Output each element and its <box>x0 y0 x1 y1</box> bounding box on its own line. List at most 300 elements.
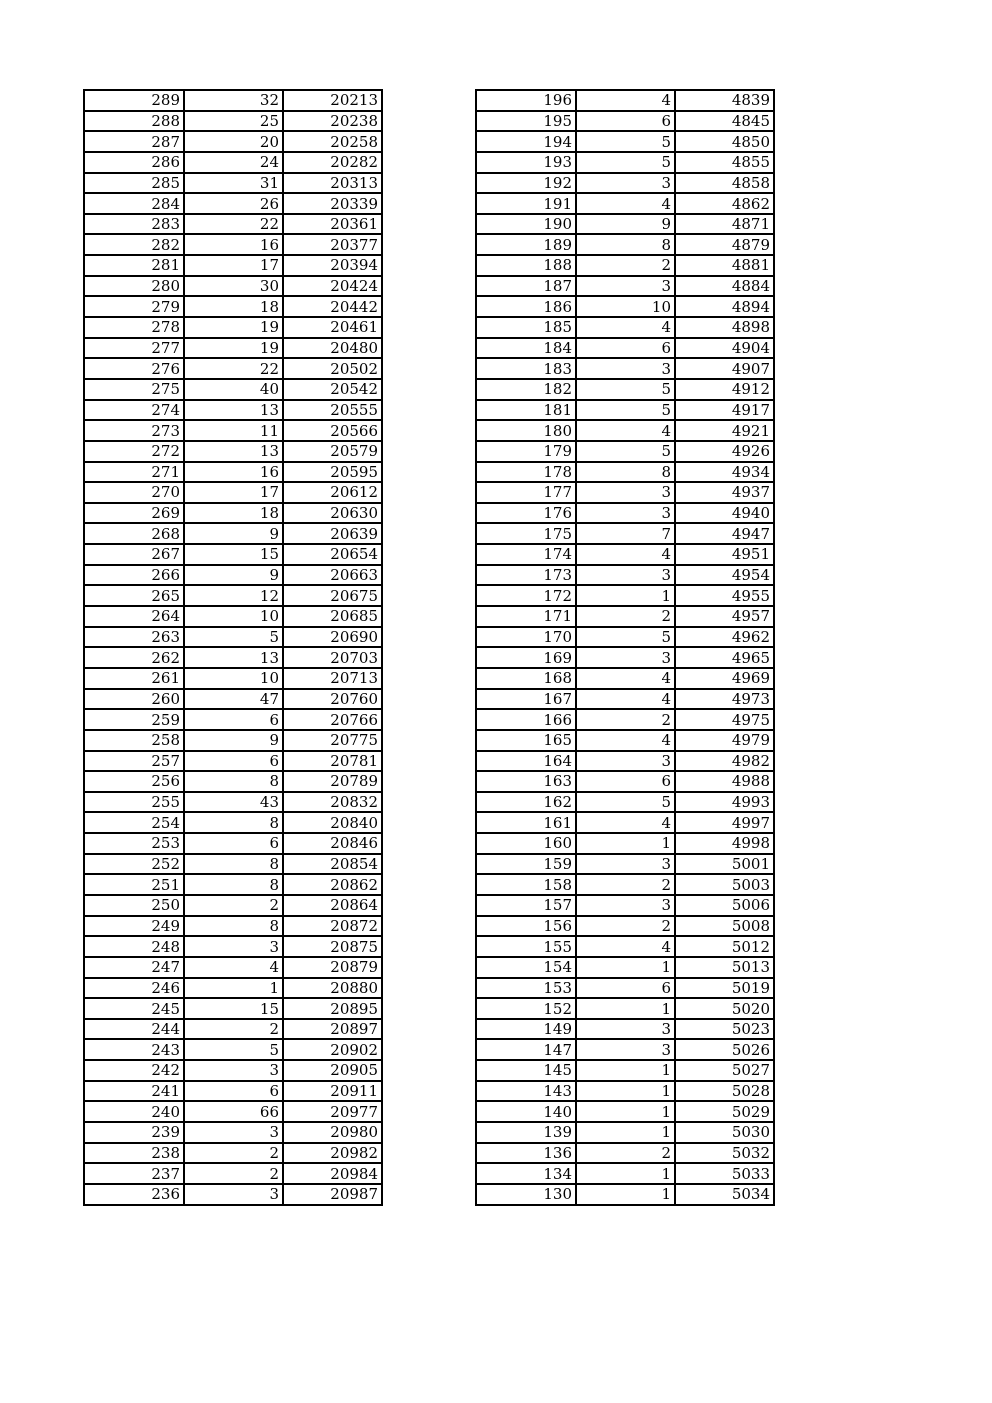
cumulative-cell: 20864 <box>283 895 382 916</box>
cumulative-cell: 5033 <box>675 1163 774 1184</box>
cumulative-cell: 20980 <box>283 1122 382 1143</box>
count-cell: 6 <box>576 771 675 792</box>
count-cell: 2 <box>576 874 675 895</box>
cumulative-cell: 5034 <box>675 1184 774 1205</box>
score-cell: 259 <box>84 709 184 730</box>
cumulative-cell: 20502 <box>283 358 382 379</box>
cumulative-cell: 20675 <box>283 585 382 606</box>
cumulative-cell: 4997 <box>675 812 774 833</box>
count-cell: 3 <box>576 895 675 916</box>
count-cell: 4 <box>576 420 675 441</box>
cumulative-cell: 20313 <box>283 173 382 194</box>
cumulative-cell: 4850 <box>675 131 774 152</box>
table-row <box>84 152 382 173</box>
score-cell: 277 <box>84 338 184 359</box>
cumulative-cell: 20879 <box>283 957 382 978</box>
score-cell: 195 <box>476 111 576 132</box>
cumulative-cell: 5023 <box>675 1019 774 1040</box>
table-row <box>476 90 774 111</box>
table-row <box>84 606 382 627</box>
count-cell: 3 <box>576 854 675 875</box>
score-cell: 166 <box>476 709 576 730</box>
table-row <box>84 916 382 937</box>
cumulative-cell: 4955 <box>675 585 774 606</box>
count-cell: 6 <box>576 111 675 132</box>
count-cell: 3 <box>576 503 675 524</box>
score-cell: 276 <box>84 358 184 379</box>
score-cell: 289 <box>84 90 184 111</box>
score-cell: 252 <box>84 854 184 875</box>
score-cell: 187 <box>476 276 576 297</box>
table-row <box>84 523 382 544</box>
table-row <box>476 751 774 772</box>
table-row <box>476 420 774 441</box>
cumulative-cell: 20880 <box>283 978 382 999</box>
table-row <box>476 606 774 627</box>
table-row <box>84 482 382 503</box>
cumulative-cell: 20984 <box>283 1163 382 1184</box>
count-cell: 9 <box>184 730 283 751</box>
count-cell: 3 <box>576 1019 675 1040</box>
count-cell: 2 <box>184 1019 283 1040</box>
table-row <box>476 234 774 255</box>
table-row <box>84 214 382 235</box>
count-cell: 10 <box>184 668 283 689</box>
score-cell: 256 <box>84 771 184 792</box>
count-cell: 3 <box>576 276 675 297</box>
cumulative-cell: 5001 <box>675 854 774 875</box>
table-row <box>84 441 382 462</box>
table-row <box>476 874 774 895</box>
cumulative-cell: 4979 <box>675 730 774 751</box>
count-cell: 6 <box>184 709 283 730</box>
table-row <box>476 1143 774 1164</box>
cumulative-cell: 20982 <box>283 1143 382 1164</box>
table-row <box>84 812 382 833</box>
score-cell: 253 <box>84 833 184 854</box>
score-cell: 172 <box>476 585 576 606</box>
count-cell: 16 <box>184 462 283 483</box>
table-row <box>476 1163 774 1184</box>
count-cell: 10 <box>184 606 283 627</box>
cumulative-cell: 20555 <box>283 400 382 421</box>
score-cell: 278 <box>84 317 184 338</box>
cumulative-cell: 20630 <box>283 503 382 524</box>
count-cell: 19 <box>184 338 283 359</box>
count-cell: 6 <box>576 978 675 999</box>
score-cell: 267 <box>84 544 184 565</box>
score-cell: 160 <box>476 833 576 854</box>
score-cell: 180 <box>476 420 576 441</box>
score-cell: 134 <box>476 1163 576 1184</box>
score-cell: 264 <box>84 606 184 627</box>
cumulative-cell: 20987 <box>283 1184 382 1205</box>
count-cell: 4 <box>576 936 675 957</box>
cumulative-cell: 20875 <box>283 936 382 957</box>
table-row <box>476 730 774 751</box>
score-cell: 191 <box>476 193 576 214</box>
count-cell: 1 <box>576 957 675 978</box>
table-row <box>84 647 382 668</box>
score-cell: 193 <box>476 152 576 173</box>
cumulative-cell: 5006 <box>675 895 774 916</box>
score-cell: 176 <box>476 503 576 524</box>
count-cell: 6 <box>184 751 283 772</box>
count-cell: 3 <box>576 751 675 772</box>
cumulative-cell: 4898 <box>675 317 774 338</box>
score-cell: 168 <box>476 668 576 689</box>
cumulative-cell: 4975 <box>675 709 774 730</box>
cumulative-cell: 5019 <box>675 978 774 999</box>
count-cell: 5 <box>576 627 675 648</box>
score-cell: 265 <box>84 585 184 606</box>
score-cell: 285 <box>84 173 184 194</box>
score-cell: 283 <box>84 214 184 235</box>
cumulative-cell: 20902 <box>283 1039 382 1060</box>
table-row <box>84 1184 382 1205</box>
score-cell: 236 <box>84 1184 184 1205</box>
table-row <box>84 1163 382 1184</box>
score-cell: 162 <box>476 792 576 813</box>
table-row <box>84 338 382 359</box>
score-cell: 177 <box>476 482 576 503</box>
score-cell: 281 <box>84 255 184 276</box>
table-row <box>84 317 382 338</box>
table-row <box>84 90 382 111</box>
cumulative-cell: 4934 <box>675 462 774 483</box>
count-cell: 5 <box>184 627 283 648</box>
table-row <box>476 1184 774 1205</box>
cumulative-cell: 5020 <box>675 998 774 1019</box>
count-cell: 8 <box>576 462 675 483</box>
cumulative-cell: 4917 <box>675 400 774 421</box>
count-cell: 4 <box>576 193 675 214</box>
count-cell: 24 <box>184 152 283 173</box>
count-cell: 22 <box>184 214 283 235</box>
score-cell: 192 <box>476 173 576 194</box>
table-row <box>84 627 382 648</box>
table-row <box>84 276 382 297</box>
score-cell: 243 <box>84 1039 184 1060</box>
table-row <box>476 173 774 194</box>
table-row <box>84 1019 382 1040</box>
cumulative-cell: 4998 <box>675 833 774 854</box>
score-cell: 194 <box>476 131 576 152</box>
count-cell: 2 <box>184 1163 283 1184</box>
score-cell: 186 <box>476 296 576 317</box>
table-row <box>476 627 774 648</box>
count-cell: 1 <box>576 1184 675 1205</box>
table-row <box>476 152 774 173</box>
score-cell: 238 <box>84 1143 184 1164</box>
table-row <box>476 523 774 544</box>
table-row <box>84 193 382 214</box>
table-row <box>84 400 382 421</box>
cumulative-cell: 4965 <box>675 647 774 668</box>
cumulative-cell: 4973 <box>675 689 774 710</box>
table-row <box>84 668 382 689</box>
table-row <box>476 833 774 854</box>
cumulative-cell: 20654 <box>283 544 382 565</box>
count-cell: 5 <box>576 792 675 813</box>
table-row <box>84 131 382 152</box>
cumulative-cell: 20394 <box>283 255 382 276</box>
cumulative-cell: 20442 <box>283 296 382 317</box>
score-cell: 247 <box>84 957 184 978</box>
count-cell: 1 <box>576 833 675 854</box>
count-cell: 2 <box>576 1143 675 1164</box>
score-cell: 237 <box>84 1163 184 1184</box>
count-cell: 20 <box>184 131 283 152</box>
count-cell: 13 <box>184 647 283 668</box>
score-table-right-body <box>476 90 774 1205</box>
score-cell: 239 <box>84 1122 184 1143</box>
table-row <box>84 730 382 751</box>
count-cell: 1 <box>576 1101 675 1122</box>
score-cell: 159 <box>476 854 576 875</box>
table-row <box>84 544 382 565</box>
score-cell: 181 <box>476 400 576 421</box>
cumulative-cell: 5026 <box>675 1039 774 1060</box>
table-row <box>476 771 774 792</box>
table-row <box>84 936 382 957</box>
cumulative-cell: 5029 <box>675 1101 774 1122</box>
score-cell: 140 <box>476 1101 576 1122</box>
table-row <box>476 503 774 524</box>
cumulative-cell: 20566 <box>283 420 382 441</box>
table-row <box>84 585 382 606</box>
count-cell: 18 <box>184 503 283 524</box>
score-cell: 273 <box>84 420 184 441</box>
cumulative-cell: 4884 <box>675 276 774 297</box>
cumulative-cell: 20713 <box>283 668 382 689</box>
cumulative-cell: 20872 <box>283 916 382 937</box>
table-row <box>84 792 382 813</box>
table-row <box>476 978 774 999</box>
count-cell: 3 <box>576 1039 675 1060</box>
score-cell: 163 <box>476 771 576 792</box>
table-row <box>476 895 774 916</box>
cumulative-cell: 20213 <box>283 90 382 111</box>
cumulative-cell: 4894 <box>675 296 774 317</box>
cumulative-cell: 20639 <box>283 523 382 544</box>
count-cell: 5 <box>576 441 675 462</box>
table-row <box>84 854 382 875</box>
count-cell: 5 <box>576 379 675 400</box>
cumulative-cell: 4937 <box>675 482 774 503</box>
score-cell: 165 <box>476 730 576 751</box>
score-table-left <box>83 89 383 1206</box>
cumulative-cell: 20862 <box>283 874 382 895</box>
cumulative-cell: 20595 <box>283 462 382 483</box>
score-cell: 189 <box>476 234 576 255</box>
count-cell: 4 <box>576 730 675 751</box>
count-cell: 2 <box>576 255 675 276</box>
score-cell: 185 <box>476 317 576 338</box>
count-cell: 11 <box>184 420 283 441</box>
table-row <box>84 1039 382 1060</box>
count-cell: 25 <box>184 111 283 132</box>
table-row <box>84 1101 382 1122</box>
cumulative-cell: 4993 <box>675 792 774 813</box>
count-cell: 4 <box>576 689 675 710</box>
table-row <box>476 544 774 565</box>
score-cell: 288 <box>84 111 184 132</box>
cumulative-cell: 5013 <box>675 957 774 978</box>
cumulative-cell: 20663 <box>283 565 382 586</box>
cumulative-cell: 4858 <box>675 173 774 194</box>
score-cell: 174 <box>476 544 576 565</box>
score-cell: 250 <box>84 895 184 916</box>
table-row <box>476 358 774 379</box>
score-cell: 271 <box>84 462 184 483</box>
score-cell: 275 <box>84 379 184 400</box>
score-cell: 284 <box>84 193 184 214</box>
count-cell: 2 <box>576 606 675 627</box>
table-row <box>84 255 382 276</box>
cumulative-cell: 4839 <box>675 90 774 111</box>
count-cell: 3 <box>576 482 675 503</box>
table-row <box>476 647 774 668</box>
count-cell: 3 <box>184 936 283 957</box>
table-row <box>476 1060 774 1081</box>
table-row <box>84 895 382 916</box>
count-cell: 9 <box>576 214 675 235</box>
cumulative-cell: 5032 <box>675 1143 774 1164</box>
score-cell: 268 <box>84 523 184 544</box>
score-cell: 154 <box>476 957 576 978</box>
count-cell: 18 <box>184 296 283 317</box>
table-row <box>84 234 382 255</box>
count-cell: 1 <box>576 998 675 1019</box>
score-cell: 270 <box>84 482 184 503</box>
table-row <box>84 1081 382 1102</box>
table-row <box>476 255 774 276</box>
table-row <box>84 771 382 792</box>
table-row <box>84 689 382 710</box>
cumulative-cell: 20542 <box>283 379 382 400</box>
score-cell: 272 <box>84 441 184 462</box>
table-row <box>476 565 774 586</box>
cumulative-cell: 20258 <box>283 131 382 152</box>
table-row <box>476 338 774 359</box>
score-cell: 158 <box>476 874 576 895</box>
cumulative-cell: 4845 <box>675 111 774 132</box>
cumulative-cell: 20282 <box>283 152 382 173</box>
table-row <box>476 482 774 503</box>
score-cell: 179 <box>476 441 576 462</box>
count-cell: 4 <box>576 812 675 833</box>
cumulative-cell: 4951 <box>675 544 774 565</box>
cumulative-cell: 5003 <box>675 874 774 895</box>
count-cell: 8 <box>184 874 283 895</box>
table-row <box>476 1019 774 1040</box>
score-cell: 251 <box>84 874 184 895</box>
cumulative-cell: 20897 <box>283 1019 382 1040</box>
cumulative-cell: 20612 <box>283 482 382 503</box>
table-row <box>84 111 382 132</box>
table-row <box>476 214 774 235</box>
cumulative-cell: 4947 <box>675 523 774 544</box>
count-cell: 47 <box>184 689 283 710</box>
cumulative-cell: 20781 <box>283 751 382 772</box>
score-cell: 164 <box>476 751 576 772</box>
count-cell: 2 <box>184 1143 283 1164</box>
score-cell: 274 <box>84 400 184 421</box>
count-cell: 6 <box>184 833 283 854</box>
count-cell: 1 <box>576 1122 675 1143</box>
cumulative-cell: 20895 <box>283 998 382 1019</box>
count-cell: 17 <box>184 255 283 276</box>
table-row <box>84 503 382 524</box>
cumulative-cell: 4871 <box>675 214 774 235</box>
count-cell: 6 <box>184 1081 283 1102</box>
cumulative-cell: 4904 <box>675 338 774 359</box>
cumulative-cell: 20840 <box>283 812 382 833</box>
cumulative-cell: 20775 <box>283 730 382 751</box>
count-cell: 22 <box>184 358 283 379</box>
cumulative-cell: 4926 <box>675 441 774 462</box>
count-cell: 4 <box>576 90 675 111</box>
count-cell: 43 <box>184 792 283 813</box>
table-row <box>84 1143 382 1164</box>
count-cell: 9 <box>184 565 283 586</box>
count-cell: 1 <box>576 1060 675 1081</box>
score-cell: 269 <box>84 503 184 524</box>
score-table-right <box>475 89 775 1206</box>
score-cell: 280 <box>84 276 184 297</box>
table-row <box>84 420 382 441</box>
count-cell: 8 <box>184 854 283 875</box>
table-row <box>476 668 774 689</box>
count-cell: 3 <box>576 647 675 668</box>
score-cell: 147 <box>476 1039 576 1060</box>
score-cell: 136 <box>476 1143 576 1164</box>
cumulative-cell: 4982 <box>675 751 774 772</box>
score-cell: 262 <box>84 647 184 668</box>
table-row <box>84 462 382 483</box>
count-cell: 5 <box>184 1039 283 1060</box>
count-cell: 1 <box>576 585 675 606</box>
score-cell: 248 <box>84 936 184 957</box>
score-cell: 263 <box>84 627 184 648</box>
cumulative-cell: 4862 <box>675 193 774 214</box>
table-row <box>84 1060 382 1081</box>
table-row <box>476 462 774 483</box>
cumulative-cell: 20480 <box>283 338 382 359</box>
table-row <box>476 131 774 152</box>
cumulative-cell: 20977 <box>283 1101 382 1122</box>
score-cell: 178 <box>476 462 576 483</box>
count-cell: 3 <box>184 1184 283 1205</box>
table-row <box>84 998 382 1019</box>
score-cell: 152 <box>476 998 576 1019</box>
cumulative-cell: 5030 <box>675 1122 774 1143</box>
count-cell: 3 <box>184 1060 283 1081</box>
count-cell: 8 <box>184 916 283 937</box>
score-cell: 161 <box>476 812 576 833</box>
table-row <box>84 296 382 317</box>
score-cell: 287 <box>84 131 184 152</box>
count-cell: 66 <box>184 1101 283 1122</box>
table-row <box>476 1101 774 1122</box>
count-cell: 10 <box>576 296 675 317</box>
table-row <box>476 317 774 338</box>
count-cell: 26 <box>184 193 283 214</box>
count-cell: 40 <box>184 379 283 400</box>
table-row <box>476 1081 774 1102</box>
cumulative-cell: 4921 <box>675 420 774 441</box>
